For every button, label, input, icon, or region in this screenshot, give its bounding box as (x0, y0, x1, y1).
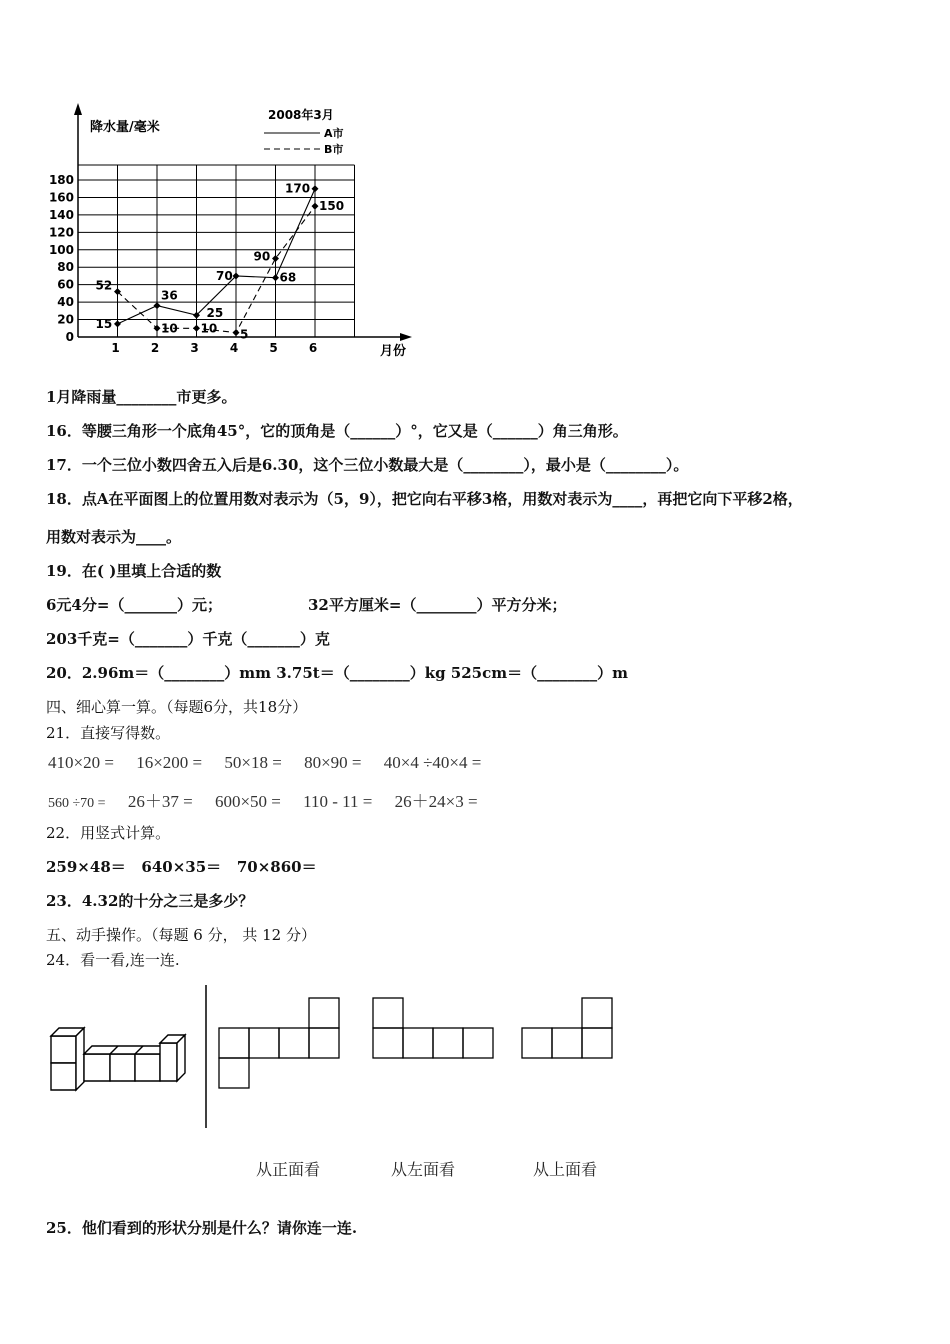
x-tick-label: 4 (229, 341, 239, 355)
y-tick-label: 40 (57, 295, 74, 310)
calc-item: 26＋24×3 = (394, 792, 478, 811)
data-point (193, 325, 200, 332)
data-label: 170 (285, 181, 311, 196)
q18-line2: 用数对表示为____。 (46, 528, 182, 546)
view-option-2 (373, 998, 493, 1058)
q21-row2 (48, 787, 496, 812)
q22: 22．用竖式计算。 (46, 824, 171, 842)
y-axis-arrow (74, 103, 82, 115)
data-point (312, 185, 319, 192)
y-tick-label: 20 (57, 312, 74, 327)
q19-b: 32平方厘米=（________）平方分米； (308, 596, 567, 614)
y-tick-label: 160 (48, 190, 74, 205)
x-tick-label: 3 (190, 341, 199, 355)
q19: 19．在( )里填上合适的数 (46, 562, 222, 580)
data-label: 70 (216, 268, 233, 283)
data-label: 150 (319, 199, 345, 214)
caption-front-view: 从正面看 (256, 1160, 321, 1179)
data-label: 52 (95, 278, 113, 293)
q16: 16．等腰三角形一个底角45°，它的顶角是（______）°，它又是（______）角三角形。 (46, 422, 628, 440)
data-point (233, 329, 240, 336)
q22-items: 259×48＝ 640×35＝ 70×860＝ (46, 858, 317, 876)
data-label: 25 (206, 306, 224, 321)
calc-item: 40×4 ÷40×4 = (383, 753, 482, 772)
q24: 24．看一看,连一连. (46, 951, 180, 969)
y-tick-label: 60 (57, 277, 74, 292)
y-axis-label: 降水量/毫米 (90, 120, 160, 135)
x-tick-label: 5 (269, 341, 278, 355)
legend-a-label: A市 (324, 127, 344, 140)
y-tick-label: 120 (48, 225, 74, 240)
data-point (272, 274, 279, 281)
x-axis-arrow (400, 333, 412, 341)
y-tick-label: 140 (48, 207, 74, 222)
data-point (312, 203, 319, 210)
chart-title: 2008年3月 (268, 108, 334, 122)
data-label: 10 (161, 321, 178, 336)
section-5-heading: 五、动手操作。（每题 6 分， 共 12 分） (46, 926, 316, 944)
rainfall-line-chart (40, 95, 430, 370)
caption-top-view: 从上面看 (533, 1160, 598, 1179)
data-label: 15 (95, 316, 113, 331)
cube-stack-3d (51, 1028, 185, 1090)
y-tick-label: 0 (65, 330, 74, 344)
q24-figure (40, 980, 640, 1140)
series-line-a (118, 189, 316, 324)
view-option-1 (219, 998, 339, 1088)
data-point (114, 320, 121, 327)
x-axis-label: 月份 (380, 344, 407, 359)
calc-item: 600×50 = (214, 792, 281, 811)
data-label: 36 (161, 288, 178, 303)
q17: 17．一个三位小数四舍五入后是6.30，这个三位小数最大是（________），最小是（________）。 (46, 456, 689, 474)
q20: 20．2.96m＝（________）mm 3.75t＝（________）kg 525cm＝（________）m (46, 664, 628, 682)
x-tick-label: 1 (111, 341, 120, 355)
calc-item: 560 ÷70 = (48, 796, 106, 811)
q19-a: 6元4分=（_______）元； (46, 596, 222, 614)
calc-item: 50×18 = (224, 753, 282, 772)
q23: 23．4.32的十分之三是多少？ (46, 892, 254, 910)
q18-line1: 18．点A在平面图上的位置用数对表示为（5，9），把它向右平移3格，用数对表示为____，再把它向下平移2格， (46, 490, 803, 508)
y-tick-label: 100 (48, 242, 74, 257)
q19-c: 203千克=（_______）千克（_______）克 (46, 630, 330, 648)
x-tick-label: 2 (150, 341, 160, 355)
calc-item: 80×90 = (304, 753, 362, 772)
data-label: 90 (253, 249, 271, 264)
section-4-heading: 四、细心算一算。（每题6分，共18分） (46, 698, 308, 716)
calc-item: 16×200 = (136, 753, 203, 772)
calc-item: 410×20 = (48, 753, 114, 772)
q15-subquestion: 1月降雨量________市更多。 (46, 388, 237, 406)
q21: 21．直接写得数。 (46, 724, 171, 742)
calc-item: 26＋37 = (127, 792, 193, 811)
y-tick-label: 80 (57, 260, 74, 275)
data-label: 5 (240, 327, 249, 342)
data-label: 10 (200, 321, 218, 336)
view-option-3 (522, 998, 612, 1058)
calc-item: 110 - 11 = (303, 792, 373, 811)
caption-left-view: 从左面看 (391, 1160, 456, 1179)
q25: 25．他们看到的形状分别是什么？请你连一连. (46, 1219, 358, 1237)
x-tick-label: 6 (308, 341, 318, 355)
data-label: 68 (279, 270, 297, 285)
y-tick-label: 180 (48, 173, 74, 187)
q21-row1 (48, 753, 499, 773)
legend-b-label: B市 (324, 143, 344, 156)
data-point (154, 302, 161, 309)
